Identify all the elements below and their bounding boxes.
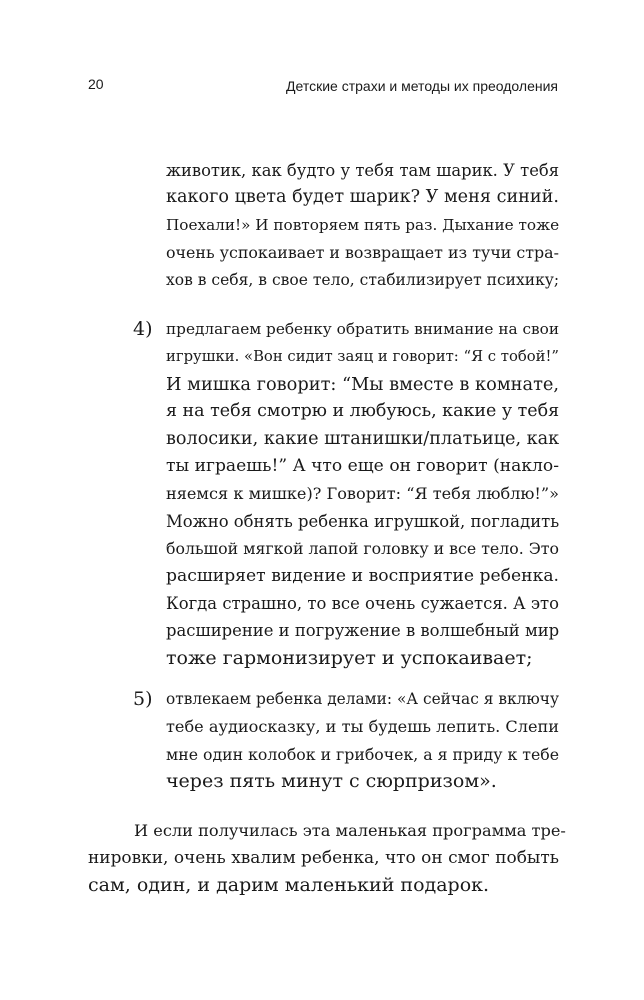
- text-line: предлагаем ребенку обратить внимание на свои: [166, 320, 559, 338]
- list-item-4: [133, 316, 559, 672]
- text-line: хов в себя, в свое тело, стабилизирует психику;: [166, 270, 560, 289]
- text-line: через пять минут с сюрпризом».: [166, 770, 497, 793]
- text-line: большой мягкой лапой головку и все тело. Это: [166, 539, 559, 559]
- list-item-text: [166, 686, 559, 796]
- text-line: тебе аудиосказку, и ты будешь лепить. Слепи: [166, 717, 559, 737]
- closing-paragraph: [88, 817, 566, 899]
- page-number: 20: [88, 76, 104, 92]
- text-line: волосики, какие штанишки/платьице, как: [166, 428, 560, 449]
- text-line: животик, как будто у тебя там шарик. У тебя: [166, 161, 559, 180]
- text-line: И если получилась эта маленькая программа тре-: [134, 821, 566, 840]
- list-item-number: 5): [133, 688, 153, 710]
- text-line: игрушки. «Вон сидит заяц и говорит: “Я с тобой!”: [166, 348, 559, 366]
- text-line: нировки, очень хвалим ребенка, что он смог побыть: [88, 847, 559, 868]
- text-line: И мишка говорит: “Мы вместе в комнате,: [166, 373, 560, 395]
- continued-paragraph: [166, 157, 559, 294]
- text-line: какого цвета будет шарик? У меня синий.: [166, 187, 559, 208]
- text-line: тоже гармонизирует и успокаивает;: [166, 646, 533, 669]
- text-line: мне один колобок и грибочек, а я приду к тебе: [166, 744, 560, 764]
- text-line: очень успокаивает и возвращает из тучи стра-: [166, 243, 559, 263]
- list-item-text: [166, 316, 559, 672]
- text-line: я на тебя смотрю и любуюсь, какие у тебя: [166, 401, 560, 422]
- text-line: няемся к мишке)? Говорит: “Я тебя люблю!”»: [166, 484, 559, 504]
- text-line: расширение и погружение в волшебный мир: [166, 621, 560, 641]
- text-line: ты играешь!” А что еще он говорит (накло-: [166, 456, 559, 477]
- running-header: Детские страхи и методы их преодоления: [286, 78, 558, 94]
- text-line: Когда страшно, то все очень сужается. А это: [166, 594, 559, 614]
- list-item-number: 4): [133, 318, 153, 340]
- text-line: расширяет видение и восприятие ребенка.: [166, 565, 559, 586]
- text-line: отвлекаем ребенка делами: «А сейчас я включу: [166, 690, 559, 708]
- text-line: сам, один, и дарим маленький подарок.: [88, 873, 490, 896]
- list-item-5: [133, 686, 559, 796]
- text-line: Поехали!» И повторяем пять раз. Дыхание тоже: [166, 215, 560, 234]
- text-line: Можно обнять ребенка игрушкой, погладить: [166, 511, 560, 531]
